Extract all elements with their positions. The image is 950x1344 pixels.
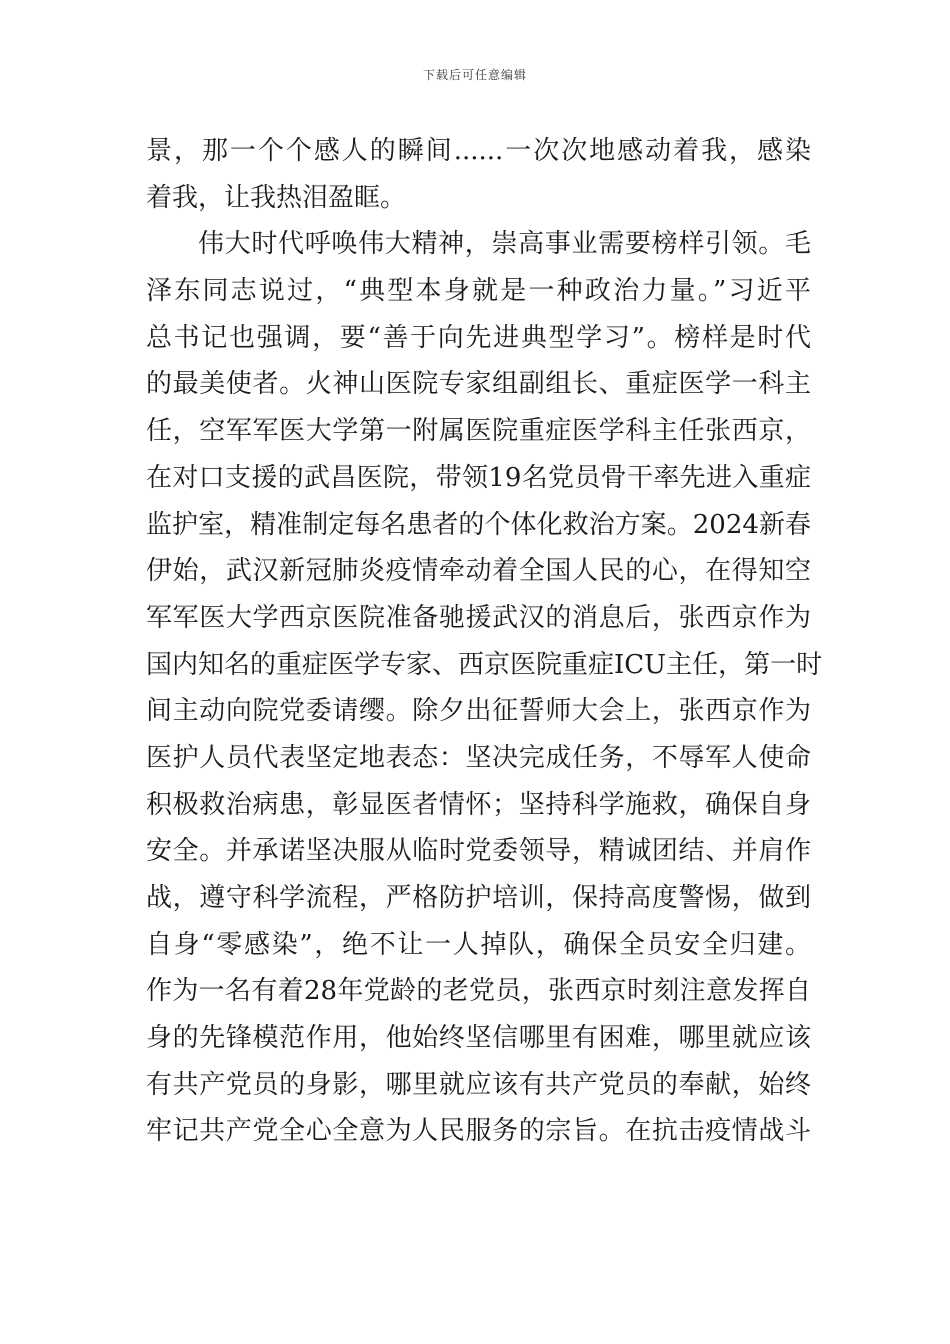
text-line: 泽东同志说过，“典型本身就是一种政治力量。”习近平 [146, 276, 811, 307]
text-line: 总书记也强调，要“善于向先进典型学习”。榜样是时代 [146, 322, 811, 353]
text-line: 在对口支援的武昌医院，带领19名党员骨干率先进入重症 [146, 462, 811, 493]
text-line: 战，遵守科学流程，严格防护培训，保持高度警惕，做到 [146, 883, 811, 913]
text-line: 间主动向院党委请缨。除夕出征誓师大会上，张西京作为 [146, 696, 811, 727]
text-line: 身的先锋模范作用，他始终坚信哪里有困难，哪里就应该 [146, 1023, 811, 1054]
text-line: 伊始，武汉新冠肺炎疫情牵动着全国人民的心，在得知空 [146, 556, 811, 587]
text-line: 医护人员代表坚定地表态：坚决完成任务，不辱军人使命 [146, 742, 811, 773]
text-line: 作为一名有着28年党龄的老党员，张西京时刻注意发挥自 [146, 976, 811, 1007]
text-line: 景，那一个个感人的瞬间......一次次地感动着我，感染 [146, 136, 811, 166]
page-header-note: 下载后可任意编辑 [422, 68, 527, 82]
text-line: 的最美使者。火神山医院专家组副组长、重症医学一科主 [146, 369, 811, 400]
text-line: 军军医大学西京医院准备驰援武汉的消息后，张西京作为 [146, 602, 811, 633]
text-line: 自身“零感染”，绝不让一人掉队，确保全员安全归建。 [146, 929, 811, 960]
text-line: 安全。并承诺坚决服从临时党委领导，精诚团结、并肩作 [146, 836, 811, 867]
text-line: 有共产党员的身影，哪里就应该有共产党员的奉献，始终 [146, 1069, 811, 1100]
text-line: 任，空军军医大学第一附属医院重症医学科主任张西京， [146, 416, 811, 447]
text-line: 国内知名的重症医学专家、西京医院重症ICU主任，第一时 [146, 649, 823, 680]
text-line: 监护室，精准制定每名患者的个体化救治方案。2024新春 [146, 509, 811, 540]
text-line: 积极救治病患，彰显医者情怀；坚持科学施救，确保自身 [146, 789, 811, 820]
text-line: 伟大时代呼唤伟大精神，崇高事业需要榜样引领。毛 [198, 229, 811, 260]
text-line: 着我，让我热泪盈眶。 [146, 182, 407, 213]
text-line: 牢记共产党全心全意为人民服务的宗旨。在抗击疫情战斗 [146, 1116, 811, 1147]
document-body [146, 128, 823, 1155]
